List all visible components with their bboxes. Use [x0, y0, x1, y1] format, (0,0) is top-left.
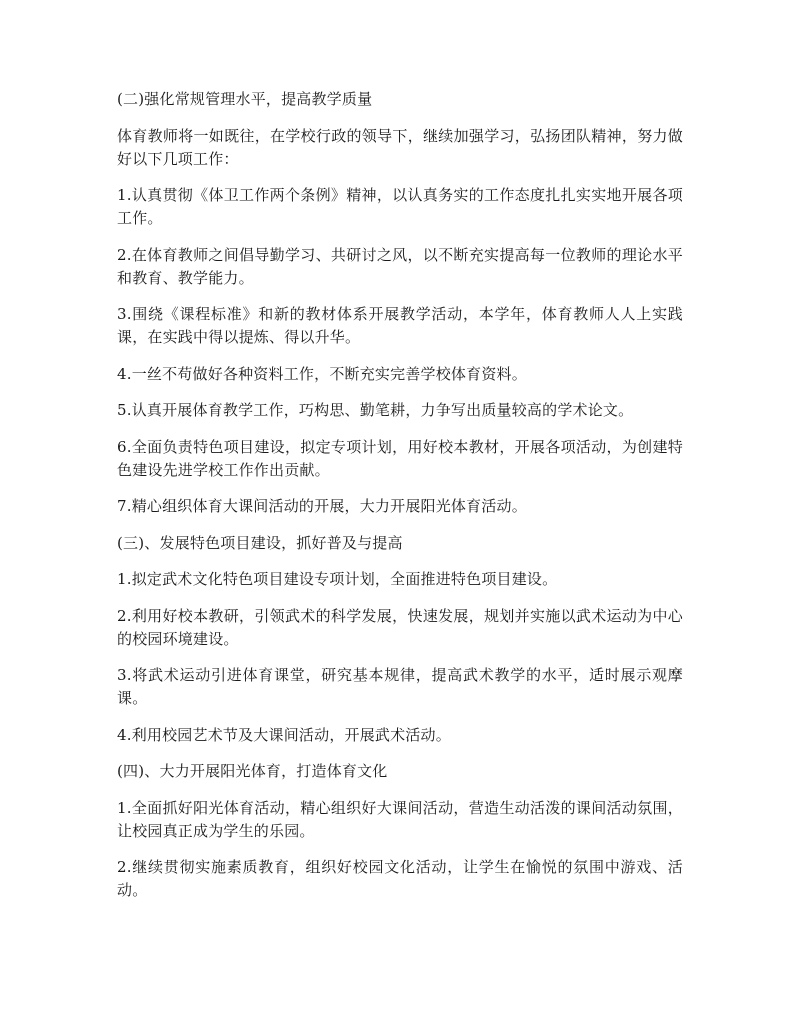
list-item: 4.利用校园艺术节及大课间活动，开展武术活动。 — [117, 725, 451, 744]
list-item: 6.全面负责特色项目建设，拟定专项计划，用好校本教材，开展各项活动，为创建特色建设先进学校工作作出贡献。 — [117, 437, 683, 479]
list-item: 2.继续贯彻实施素质教育，组织好校园文化活动，让学生在愉悦的氛围中游戏、活动。 — [117, 858, 683, 899]
list-item: 4.一丝不苟做好各种资料工作，不断充实完善学校体育资料。 — [117, 364, 527, 383]
list-item: 1.拟定武术文化特色项目建设专项计划，全面推进特色项目建设。 — [117, 570, 558, 588]
list-item: 2.在体育教师之间倡导勤学习、共研讨之风，以不断充实提高每一位教师的理论水平和教育、教学能力。 — [117, 245, 683, 287]
section-heading-3: (三)、发展特色项目建设，抓好普及与提高 — [117, 533, 403, 552]
section-heading-2: (二)强化常规管理水平，提高教学质量 — [117, 90, 373, 108]
list-item: 7.精心组织体育大课间活动的开展，大力开展阳光体育活动。 — [117, 497, 527, 515]
list-item: 1.认真贯彻《体卫工作两个条例》精神，以认真务实的工作态度扎扎实实地开展各项工作。 — [117, 186, 683, 227]
list-item: 5.认真开展体育教学工作，巧构思、勤笔耕，力争写出质量较高的学术论文。 — [117, 401, 634, 419]
intro-paragraph: 体育教师将一如既往，在学校行政的领导下，继续加强学习，弘扬团队精神，努力做好以下几项工作： — [117, 126, 683, 168]
document-body — [117, 88, 683, 916]
list-item: 1.全面抓好阳光体育活动，精心组织好大课间活动，营造生动活泼的课间活动氛围，让校园真正成为学生的乐园。 — [117, 798, 683, 840]
list-item: 3.围绕《课程标准》和新的教材体系开展教学活动，本学年，体育教师人人上实践课，在实践中得以提炼、得以升华。 — [117, 305, 683, 346]
section-heading-4: (四)、大力开展阳光体育，打造体育文化 — [117, 762, 388, 780]
list-item: 3.将武术运动引进体育课堂，研究基本规律，提高武术教学的水平，适时展示观摩课。 — [117, 666, 683, 707]
list-item: 2.利用好校本教研，引领武术的科学发展，快速发展，规划并实施以武术运动为中心的校园环境建设。 — [117, 606, 683, 648]
